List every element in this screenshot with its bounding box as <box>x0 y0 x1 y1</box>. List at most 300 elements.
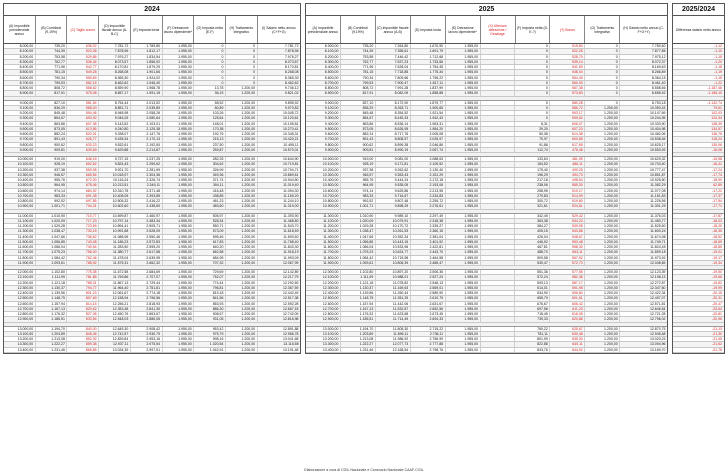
table-cell: 175,40 <box>515 168 550 172</box>
table-cell <box>481 229 516 233</box>
table-cell: 536,34 <box>67 60 99 64</box>
table-cell: 10.806,39 <box>376 261 411 265</box>
table-cell: 1.991,15 <box>131 91 163 95</box>
table-cell: 1.955,00 <box>446 183 481 187</box>
table-cell: 10.715,58 <box>376 256 411 260</box>
table-cell: 1.955,00 <box>163 157 195 161</box>
table-cell: 1.955,00 <box>163 194 195 198</box>
table-cell: 1.200,00 <box>226 214 258 218</box>
table-cell <box>481 173 516 177</box>
table-cell: 8.900,00 <box>4 91 36 95</box>
table-cell: 446,92 <box>515 240 550 244</box>
table-cell: 1.200,00 <box>585 235 620 239</box>
table-cell: 814,15 <box>67 302 99 306</box>
table-cell: 9.700,00 <box>306 137 341 141</box>
diff-cell: 62,89 <box>673 183 724 188</box>
table-cell: 8.500,00 <box>306 70 341 74</box>
table-cell: 8.800,00 <box>306 86 341 90</box>
table-cell: 11.500,00 <box>306 240 341 244</box>
table-cell: 600,85 <box>550 137 585 141</box>
table-cell: 11.442,06 <box>376 302 411 306</box>
table-cell: 1.955,00 <box>163 111 195 115</box>
table-cell: 2.777,88 <box>411 342 446 346</box>
table-cell <box>481 91 516 95</box>
table-cell: 1.010,90 <box>341 214 376 218</box>
table-cell: 528,70 <box>550 55 585 59</box>
table-cell <box>481 214 516 218</box>
table-cell: 9.000,00 <box>4 101 36 105</box>
table-cell: 10.897,20 <box>376 270 411 274</box>
table-cell: 11.896,11 <box>376 332 411 336</box>
table-cell: 12.870,75 <box>649 326 666 331</box>
table-cell: 587,17 <box>550 281 585 285</box>
table-cell: 801,99 <box>515 337 550 341</box>
table-cell: 7.900,47 <box>376 81 411 85</box>
table-cell: 300,72 <box>515 199 550 203</box>
table-cell: 0 <box>226 60 258 64</box>
table-cell: 8.990,19 <box>376 148 411 152</box>
table-cell: 1.955,00 <box>446 204 481 208</box>
year-title-diff: 2025/2024 <box>672 3 725 16</box>
table-cell <box>481 219 516 223</box>
table-cell: 2.192,50 <box>131 143 163 147</box>
table-cell: 1.924,02 <box>131 76 163 80</box>
table-cell: 8.445,33 <box>376 116 411 120</box>
table-cell: 836,29 <box>341 106 376 110</box>
table-cell: 1.955,00 <box>163 122 195 126</box>
table-cell: 836,29 <box>36 106 68 110</box>
table-cell: 10.079,91 <box>376 219 411 223</box>
table-cell: 808,72 <box>341 86 376 90</box>
table-cell: 1.200,00 <box>226 240 258 244</box>
table-cell: 490,25 <box>550 168 585 172</box>
table-cell: 1.921,54 <box>411 111 446 115</box>
table-cell: 1.200,00 <box>226 317 258 321</box>
table-cell: 1.955,00 <box>446 91 481 95</box>
table-cell: 192,76 <box>194 132 226 136</box>
table-cell: 534,23 <box>550 219 585 223</box>
table-cell: 11.993,09 <box>283 255 299 260</box>
table-cell: 12.200,00 <box>4 281 36 285</box>
table-cell: 10.800,00 <box>306 199 341 203</box>
table-cell: 1.955,00 <box>163 76 195 80</box>
table-cell: 946,57 <box>36 173 68 177</box>
table-cell: 606,42 <box>550 302 585 306</box>
table-cell: 752,07 <box>194 275 226 279</box>
diff-cell: 134,57 <box>673 127 724 132</box>
table-cell: 539,05 <box>550 224 585 228</box>
table-cell: 1.200,00 <box>226 250 258 254</box>
table-cell: 11.151,83 <box>650 193 666 198</box>
table-cell: 1.955,00 <box>446 224 481 228</box>
table-cell <box>481 281 516 285</box>
table-cell: 2.751,81 <box>131 286 163 290</box>
table-cell: 505,97 <box>194 214 226 218</box>
table-cell: 11.100,00 <box>306 219 341 223</box>
diff-cell: -19,66 <box>673 275 724 280</box>
table-cell: 12.700,00 <box>4 307 36 311</box>
table-cell: 863,93 <box>194 302 226 306</box>
table-cell: 11.867,13 <box>99 281 131 285</box>
table-cell: 0 <box>585 81 620 85</box>
table-cell: 1.200,00 <box>585 183 620 187</box>
table-cell: 11.226,56 <box>650 199 666 203</box>
table-cell: 1.200,00 <box>585 348 620 352</box>
header-cell: (H) Trattamento integrativo <box>226 16 258 43</box>
table-cell: 1.200,00 <box>585 168 620 172</box>
table-cell: 10.700,00 <box>306 194 341 198</box>
table-cell: 29,20 <box>515 127 550 131</box>
table-cell: 1.955,00 <box>446 332 481 336</box>
table-cell <box>481 106 516 110</box>
table-cell: 1.200,00 <box>585 317 620 321</box>
table-cell: 11.019,40 <box>283 183 299 188</box>
diff-cell: -1,10 <box>673 49 724 54</box>
table-cell: 12.646,54 <box>649 306 666 311</box>
table-cell: 13.300,00 <box>306 342 341 346</box>
table-cell: 919,00 <box>341 157 376 161</box>
table-cell: 1.901,66 <box>131 70 163 74</box>
table-cell: 10.553,93 <box>649 147 666 152</box>
table-cell: 788,31 <box>67 281 99 285</box>
table-cell: 1.200,00 <box>585 250 620 254</box>
table-cell: 8.717,76 <box>376 132 411 136</box>
table-cell: 1.955,00 <box>446 60 481 64</box>
table-cell: 9.353,43 <box>376 173 411 177</box>
table-cell: 1.955,00 <box>446 106 481 110</box>
table-cell: 611,23 <box>550 307 585 311</box>
table-cell: 2.841,30 <box>131 307 163 311</box>
table-cell: 2.548,13 <box>411 281 446 285</box>
table-cell: 762,46 <box>67 256 99 260</box>
table-cell: 852,92 <box>67 337 99 341</box>
table-cell: 548,67 <box>550 235 585 239</box>
table-cell: 955,76 <box>341 178 376 182</box>
table-cell: 10.045,72 <box>282 111 299 115</box>
table-cell: 279,83 <box>515 194 550 198</box>
table-cell: 908,67 <box>194 312 226 316</box>
table-cell: 8.462,62 <box>284 80 299 85</box>
diff-cell: -16,08 <box>673 148 724 153</box>
table-cell: 8.266,89 <box>651 70 666 75</box>
table-cell: 8.263,71 <box>376 106 411 110</box>
table-cell: 2.046,86 <box>411 143 446 147</box>
diff-cell: -21,45 <box>673 337 724 342</box>
diff-cell: -18,69 <box>673 240 724 245</box>
table-cell: 591,98 <box>550 286 585 290</box>
table-cell: 259,87 <box>194 148 226 152</box>
table-cell: 992,52 <box>341 199 376 203</box>
table-cell: 36,15 <box>194 91 226 95</box>
table-cell: 594,46 <box>67 111 99 115</box>
table-cell: 697,56 <box>515 307 550 311</box>
table-cell: 1.955,00 <box>163 296 195 300</box>
table-cell <box>481 275 516 279</box>
table-cell: 1.955,00 <box>446 162 481 166</box>
table-cell: 1.955,00 <box>446 65 481 69</box>
diff-cell: -19,82 <box>673 281 724 286</box>
table-cell: 817,91 <box>341 91 376 95</box>
table-cell: 12.292,69 <box>282 280 299 285</box>
table-cell: 1.968,78 <box>131 86 163 90</box>
table-cell: 1.200,00 <box>585 261 620 265</box>
table-cell: 11.468,80 <box>283 218 299 223</box>
table-cell: 529,86 <box>67 55 99 59</box>
table-cell: 10.400,00 <box>4 178 36 182</box>
table-cell: 10.500,00 <box>4 183 36 187</box>
table-cell: 1.056,85 <box>341 240 376 244</box>
table-cell: 2.259,62 <box>131 162 163 166</box>
diff-cell: -17,71 <box>673 204 724 209</box>
table-cell: 1.200,00 <box>226 302 258 306</box>
table-cell: 1.111,99 <box>341 275 376 279</box>
table-cell: 1.955,00 <box>446 317 481 321</box>
table-cell: 8.948,98 <box>99 111 131 115</box>
table-cell: 614,01 <box>515 286 550 290</box>
table-cell: 7.976,27 <box>284 54 299 59</box>
table-cell: 494,73 <box>550 173 585 177</box>
table-cell: 2.756,99 <box>411 337 446 341</box>
table-cell: 1.955,00 <box>446 70 481 74</box>
table-cell: 7.991,28 <box>376 86 411 90</box>
diff-cell: -21,78 <box>673 348 724 353</box>
table-cell: 7.878,96 <box>99 49 131 53</box>
table-cell: 1.955,00 <box>446 286 481 290</box>
table-cell: 481,95 <box>550 157 585 161</box>
table-cell: 11.300,00 <box>306 229 341 233</box>
table-cell: 1.955,00 <box>163 312 195 316</box>
table-cell: 2.125,38 <box>131 127 163 131</box>
table-cell: 662,58 <box>194 250 226 254</box>
table-cell: 12.142,89 <box>282 270 299 274</box>
table-cell: 0 <box>515 111 550 115</box>
table-cell: 10.625,17 <box>649 142 666 147</box>
table-cell: 11.082,29 <box>650 183 666 188</box>
table-cell: 10.624,77 <box>376 250 411 254</box>
table-cell: 8.800,00 <box>4 86 36 90</box>
table-cell: 799,53 <box>36 81 68 85</box>
table-cell: 2.005,08 <box>411 132 446 136</box>
table-cell: 1.837,99 <box>411 86 446 90</box>
table-cell: 2.527,24 <box>411 275 446 279</box>
table-cell: 1.047,66 <box>36 235 68 239</box>
table-cell <box>481 189 516 193</box>
table-cell: 1.200,00 <box>226 122 258 126</box>
table-cell: 1.047,66 <box>341 235 376 239</box>
table-cell: 1.130,37 <box>36 286 68 290</box>
table-cell: 744,39 <box>341 49 376 53</box>
diff-cell: -19,99 <box>673 286 724 291</box>
table-cell: 854,67 <box>36 116 68 120</box>
table-cell: 1.955,00 <box>163 256 195 260</box>
table-cell: 1.984,20 <box>411 127 446 131</box>
table-cell: 2.147,76 <box>131 132 163 136</box>
table-cell: 13.300,00 <box>4 342 36 346</box>
diff-cell: -20,81 <box>673 312 724 317</box>
table-cell: 12.667,18 <box>282 306 299 311</box>
diff-cell: -19,34 <box>673 261 724 266</box>
table-cell: 781,11 <box>515 332 550 336</box>
table-cell: 1.200,00 <box>226 106 258 110</box>
table-cell: 7.780,60 <box>651 44 666 48</box>
diff-cell: 118,24 <box>673 137 724 142</box>
table-cell: 1.955,00 <box>163 132 195 136</box>
table-cell: 1.222,27 <box>36 342 68 346</box>
table-cell: 636,02 <box>67 44 99 48</box>
table-cell <box>481 168 516 172</box>
table-cell: 9.900,00 <box>4 148 36 152</box>
table-cell: 8.268,08 <box>284 70 299 75</box>
table-cell: 1.955,00 <box>446 261 481 265</box>
table-cell: 515,80 <box>550 44 585 48</box>
table-cell: 1.955,00 <box>163 224 195 228</box>
table-cell: 774,44 <box>194 281 226 285</box>
table-cell: 2.025,97 <box>411 137 446 141</box>
table-cell: 11.623,68 <box>376 312 411 316</box>
diff-cell: -18,85 <box>673 245 724 250</box>
table-cell: 2.595,20 <box>131 245 163 249</box>
table-cell: 1.955,00 <box>446 348 481 352</box>
table-cell: 953,42 <box>194 327 226 331</box>
table-cell: 1.955,00 <box>163 235 195 239</box>
table-cell: 1.200,00 <box>585 286 620 290</box>
table-cell: 7.355,61 <box>376 49 411 53</box>
table-cell: 891,43 <box>341 137 376 141</box>
table-cell: 771,96 <box>341 65 376 69</box>
table-cell: 467,81 <box>515 245 550 249</box>
table-cell: 10.800,00 <box>4 199 36 203</box>
table-cell: 1.200,00 <box>226 286 258 290</box>
table-cell: 1.879,77 <box>411 101 446 105</box>
table-cell: 11.700,00 <box>306 250 341 254</box>
table-cell: 8.899,38 <box>376 143 411 147</box>
table-cell: 749,54 <box>67 245 99 249</box>
table-cell: 593,17 <box>550 111 585 115</box>
table-cell: 0 <box>194 44 226 48</box>
table-cell: 0 <box>194 55 226 59</box>
table-cell: 1.955,00 <box>446 327 481 331</box>
table-cell: 2.193,06 <box>411 183 446 187</box>
table-cell: 1.200,00 <box>226 342 258 346</box>
table-cell: 125,64 <box>194 116 226 120</box>
table-cell: 717,23 <box>67 219 99 223</box>
table-cell: 796,81 <box>194 286 226 290</box>
table-cell: 13.400,00 <box>4 348 36 352</box>
table-cell: 10.900,00 <box>306 204 341 208</box>
table-cell: 11.600,00 <box>306 245 341 249</box>
table-cell: 0 <box>226 49 258 53</box>
table-cell: 12.198,13 <box>649 275 666 280</box>
table-cell: 573,09 <box>194 229 226 233</box>
table-cell: 1.955,00 <box>163 219 195 223</box>
table-cell: 1.200,00 <box>585 148 620 152</box>
table-cell: 827,10 <box>36 101 68 105</box>
table-cell: 1.020,09 <box>36 219 68 223</box>
table-cell: 0 <box>515 44 550 48</box>
table-cell: 1.213,08 <box>36 337 68 341</box>
table-cell: 509,58 <box>515 256 550 260</box>
table-cell: 568,62 <box>67 86 99 90</box>
table-cell: 1.955,00 <box>163 327 195 331</box>
table-2025 <box>305 3 668 354</box>
header-cell: (B) Contributi (9,19%) <box>341 16 376 43</box>
diff-cell: -20,47 <box>673 302 724 307</box>
table-cell: 1.955,00 <box>163 65 195 69</box>
table-cell: 154,52 <box>515 162 550 166</box>
table-cell: 8.600,00 <box>4 76 36 80</box>
table-cell: 1.200,00 <box>226 168 258 172</box>
table-cell: 553,48 <box>550 240 585 244</box>
table-cell: 1.955,00 <box>446 157 481 161</box>
table-cell: 12.839,84 <box>99 337 131 341</box>
table-cell: 12.645,30 <box>99 327 131 331</box>
table-cell: 1.955,00 <box>446 189 481 193</box>
table-cell: 10.570,01 <box>282 147 299 152</box>
table-cell: 617,83 <box>194 240 226 244</box>
table-cell: 909,81 <box>36 148 68 152</box>
table-cell: 819,18 <box>194 291 226 295</box>
table-cell: 1.200,00 <box>226 261 258 265</box>
table-cell: 704,31 <box>67 204 99 208</box>
table-cell: 1.955,00 <box>163 70 195 74</box>
table-cell <box>481 81 516 85</box>
table-cell: 2.930,79 <box>131 332 163 336</box>
table-cell: 768,92 <box>67 261 99 265</box>
table-cell: 1.056,85 <box>36 240 68 244</box>
table-cell: 8.655,92 <box>651 91 666 96</box>
table-cell: 1.955,00 <box>446 143 481 147</box>
header-cell: (C) Taglio cuneo <box>67 16 99 43</box>
table-cell: 735,20 <box>341 44 376 48</box>
table-cell: 304,62 <box>194 162 226 166</box>
table-cell: 11.532,87 <box>376 307 411 311</box>
table-cell: 1.020,09 <box>341 219 376 223</box>
diff-cell: -18,03 <box>673 219 724 224</box>
table-cell: 1.200,00 <box>585 204 620 208</box>
table-cell: 9.081,00 <box>376 157 411 161</box>
table-cell: 718,45 <box>515 312 550 316</box>
table-cell: 588,00 <box>67 106 99 110</box>
table-cell: 326,99 <box>194 168 226 172</box>
table-cell: 1.185,51 <box>341 317 376 321</box>
table-cell: 1.955,00 <box>446 291 481 295</box>
table-cell: 2.483,34 <box>131 219 163 223</box>
table-cell: 170,38 <box>194 127 226 131</box>
table-cell: 9.921,70 <box>99 168 131 172</box>
table-cell: 640,20 <box>194 245 226 249</box>
table-cell: 2.438,60 <box>131 204 163 208</box>
table-cell: 891,43 <box>36 137 68 141</box>
header-cell: (D) Imponibile fiscale annuo (A-B-C) <box>99 16 131 43</box>
table-cell: 10.018,97 <box>99 173 131 177</box>
table-cell <box>481 157 516 161</box>
table-cell: 8.000,00 <box>306 44 341 48</box>
table-cell: 12.500,00 <box>306 296 341 300</box>
table-cell: 12.000,00 <box>4 270 36 274</box>
table-cell: 2.610,79 <box>411 296 446 300</box>
table-cell: 1.955,00 <box>446 219 481 223</box>
table-cell: 321,61 <box>515 204 550 208</box>
table-cell: 822,88 <box>515 342 550 346</box>
table-cell: 11.244,10 <box>283 199 299 203</box>
table-cell: 1.200,00 <box>226 148 258 152</box>
table-cell: 1.200,00 <box>226 162 258 166</box>
table-cell: 8.754,44 <box>99 101 131 105</box>
table-cell: 12.742,09 <box>282 312 299 316</box>
table-cell: 11.824,45 <box>650 245 666 249</box>
table-cell: 91,86 <box>515 143 550 147</box>
table-cell: 12.400,00 <box>4 291 36 295</box>
